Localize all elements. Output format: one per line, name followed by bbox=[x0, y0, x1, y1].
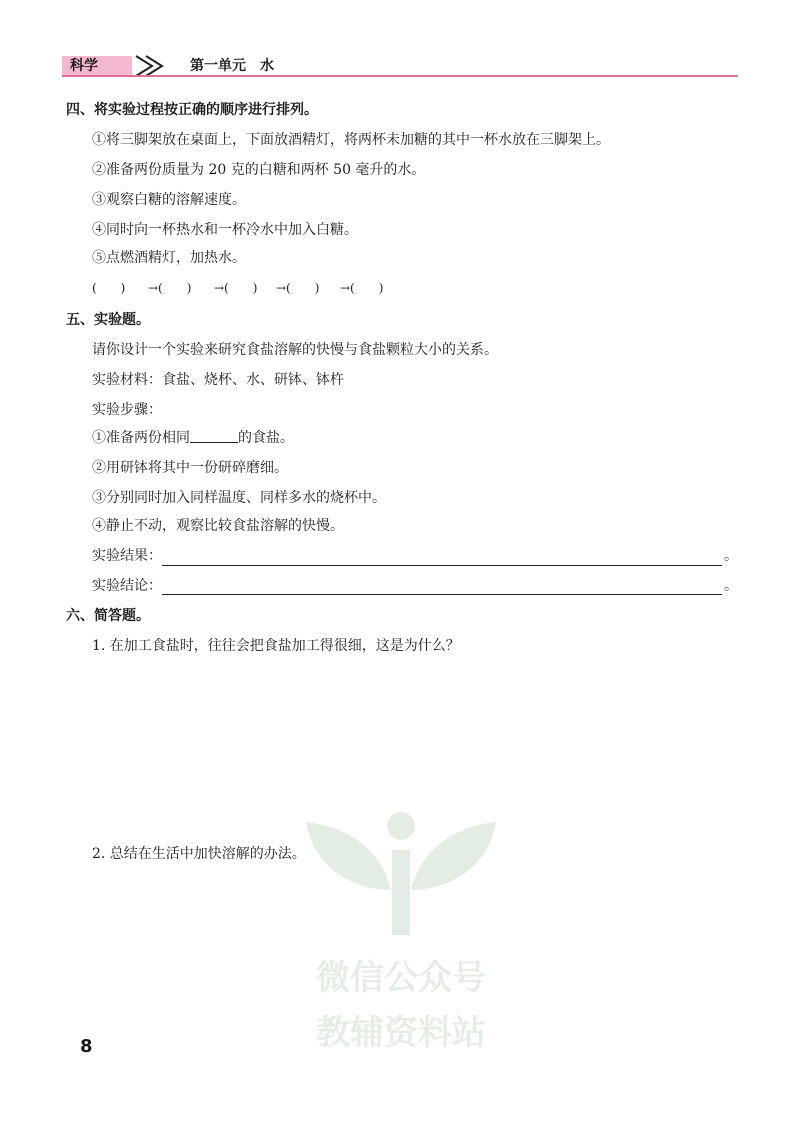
watermark bbox=[296, 800, 506, 1060]
section4-title: 四、将实验过程按正确的顺序进行排列。 bbox=[66, 102, 318, 118]
step1-text-before: ①准备两份相同 bbox=[92, 430, 190, 446]
page-header bbox=[62, 54, 738, 78]
result-label: 实验结果： bbox=[92, 548, 162, 564]
materials-text: 实验材料：食盐、烧杯、水、研钵、钵杵 bbox=[92, 372, 344, 388]
sequence-blank-5[interactable]: →( ) bbox=[340, 281, 384, 295]
section4-step-5: ⑤点燃酒精灯，加热水。 bbox=[92, 250, 246, 266]
section4-step-4: ④同时向一杯热水和一杯冷水中加入白糖。 bbox=[92, 222, 358, 238]
section4-step-3: ③观察白糖的溶解速度。 bbox=[92, 192, 246, 208]
sequence-answer-row bbox=[92, 278, 406, 298]
sprout-logo-icon bbox=[296, 800, 506, 940]
conclusion-label: 实验结论： bbox=[92, 578, 162, 594]
conclusion-period: 。 bbox=[724, 578, 738, 594]
subject-label: 科学 bbox=[62, 56, 132, 76]
section4-step-2: ②准备两份质量为 20 克的白糖和两杯 50 毫升的水。 bbox=[92, 162, 426, 178]
result-period: 。 bbox=[724, 548, 738, 564]
sequence-blank-2[interactable]: →( ) bbox=[148, 281, 192, 295]
watermark-line-2: 教辅资料站 bbox=[316, 1013, 486, 1053]
unit-title: 第一单元 水 bbox=[190, 58, 274, 74]
section5-step-1 bbox=[92, 428, 294, 448]
sequence-blank-4[interactable]: →( ) bbox=[276, 281, 320, 295]
sequence-blank-3[interactable]: →( ) bbox=[214, 281, 258, 295]
section5-step-3: ③分别同时加入同样温度、同样多水的烧杯中。 bbox=[92, 490, 386, 506]
section5-step-4: ④静止不动，观察比较食盐溶解的快慢。 bbox=[92, 518, 344, 534]
step1-text-after: 的食盐。 bbox=[238, 430, 294, 446]
section4-step-1: ①将三脚架放在桌面上，下面放酒精灯，将两杯未加糖的其中一杯水放在三脚架上。 bbox=[92, 132, 610, 148]
steps-label: 实验步骤： bbox=[92, 402, 162, 418]
result-answer-line[interactable] bbox=[162, 565, 722, 566]
page-number: 8 bbox=[80, 1036, 93, 1057]
section5-prompt: 请你设计一个实验来研究食盐溶解的快慢与食盐颗粒大小的关系。 bbox=[92, 342, 498, 358]
step1-fill-blank[interactable] bbox=[190, 428, 238, 443]
section6-title: 六、简答题。 bbox=[66, 608, 150, 624]
section5-title: 五、实验题。 bbox=[66, 312, 150, 328]
conclusion-answer-line[interactable] bbox=[162, 594, 722, 595]
header-rule bbox=[62, 75, 738, 77]
sequence-blank-1[interactable]: ( ) bbox=[92, 281, 126, 295]
watermark-line-1: 微信公众号 bbox=[316, 958, 486, 998]
section5-step-2: ②用研钵将其中一份研碎磨细。 bbox=[92, 460, 288, 476]
question-2: 2. 总结在生活中加快溶解的办法。 bbox=[92, 846, 306, 862]
question-1: 1. 在加工食盐时，往往会把食盐加工得很细，这是为什么？ bbox=[92, 638, 460, 654]
